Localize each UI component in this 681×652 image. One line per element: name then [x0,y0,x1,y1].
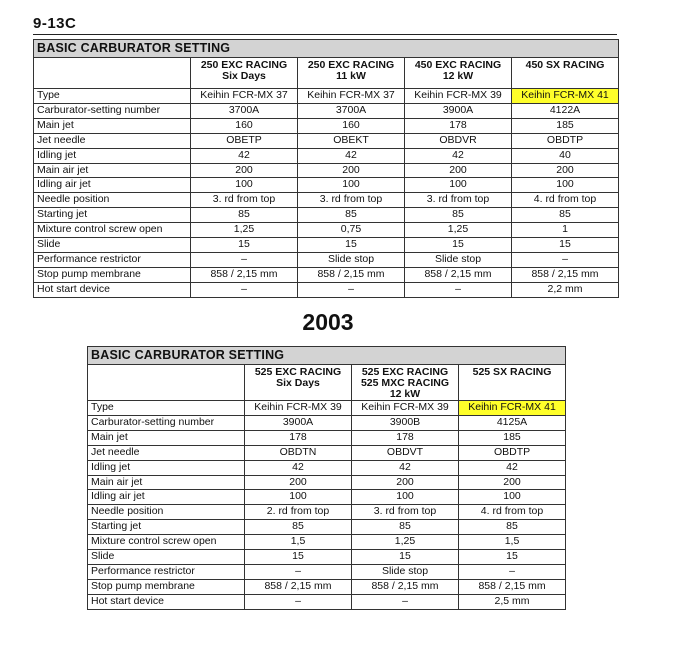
table-row [88,475,566,490]
page-number: 9-13C [33,15,77,32]
table-cell: Keihin FCR-MX 39 [352,401,459,416]
table-row [88,594,566,609]
column-header [459,365,566,401]
row-label: Main air jet [34,163,191,178]
table-cell: 42 [405,148,512,163]
column-header-line: 250 EXC RACING [307,59,395,71]
table-cell: 200 [352,475,459,490]
row-label: Stop pump membrane [88,579,245,594]
carburator-table-1 [33,39,619,298]
column-header-line: 525 EXC RACING [361,366,449,378]
table-cell: 3. rd from top [191,193,298,208]
row-label: Hot start device [88,594,245,609]
table-cell: 40 [512,148,619,163]
year-heading: 2003 [302,309,354,335]
table-row [88,564,566,579]
table-cell: 3. rd from top [352,505,459,520]
table-cell: 100 [352,490,459,505]
table-cell: 15 [405,238,512,253]
table-cell: 200 [405,163,512,178]
row-label: Slide [34,238,191,253]
table-row [34,208,619,223]
table-row [34,193,619,208]
empty-header-cell [88,365,245,401]
table-cell: 42 [352,460,459,475]
table-cell: 4122A [512,103,619,118]
table-cell: – [245,564,352,579]
table-cell: OBEKT [298,133,405,148]
column-header-line: 250 EXC RACING [200,59,288,71]
row-label: Carburator-setting number [34,103,191,118]
table-row [88,460,566,475]
table-row [34,163,619,178]
table-row [34,148,619,163]
table-cell: – [512,252,619,267]
table-cell: 160 [298,118,405,133]
row-label: Type [34,89,191,104]
table-row [34,282,619,297]
table-row [34,133,619,148]
column-header-line: 525 MXC RACING [360,377,450,389]
row-label: Idling air jet [88,490,245,505]
row-label: Idling jet [34,148,191,163]
table-cell: OBDTN [245,445,352,460]
table-cell: 1 [512,223,619,238]
table-cell: 3700A [191,103,298,118]
table-cell: Keihin FCR-MX 37 [191,89,298,104]
row-label: Stop pump membrane [34,267,191,282]
table-cell: 85 [191,208,298,223]
column-header [405,58,512,89]
table-cell: OBDTP [459,445,566,460]
table-cell: OBDVR [405,133,512,148]
table-cell: – [191,282,298,297]
table-cell: 1,25 [352,535,459,550]
table-row [88,445,566,460]
table-cell: 100 [191,178,298,193]
row-label: Performance restrictor [88,564,245,579]
table-cell: Keihin FCR-MX 41 [459,401,566,416]
table-row [34,238,619,253]
table-cell: 858 / 2,15 mm [298,267,405,282]
column-header-line: Six Days [276,377,320,389]
table-row [88,430,566,445]
table-cell: Keihin FCR-MX 39 [405,89,512,104]
carburator-table-2 [87,346,566,610]
row-label: Jet needle [34,133,191,148]
table-row [88,550,566,565]
row-label: Hot start device [34,282,191,297]
table-cell: 1,5 [245,535,352,550]
row-label: Mixture control screw open [88,535,245,550]
table-cell: 178 [352,430,459,445]
table-cell: 100 [298,178,405,193]
table-cell: 0,75 [298,223,405,238]
table-cell: 2,5 mm [459,594,566,609]
column-header [191,58,298,89]
column-header-line: Six Days [222,70,266,82]
table-cell: 200 [459,475,566,490]
table-row [34,252,619,267]
table-title: BASIC CARBURATOR SETTING [34,40,619,58]
table-cell: 85 [512,208,619,223]
table-cell: 200 [191,163,298,178]
table-row [34,89,619,104]
table-cell: 15 [298,238,405,253]
table-cell: 3. rd from top [298,193,405,208]
table-cell: 858 / 2,15 mm [191,267,298,282]
table-cell: OBDVT [352,445,459,460]
column-header-row [88,365,566,401]
column-header-line: 12 kW [442,70,474,82]
column-header-line: 11 kW [336,70,366,82]
table-cell: – [191,252,298,267]
table-cell: 85 [352,520,459,535]
table-row [88,535,566,550]
table-cell: 160 [191,118,298,133]
table-cell: 185 [459,430,566,445]
table-cell: – [245,594,352,609]
table-row [88,520,566,535]
header-divider [33,34,617,35]
table-cell: 85 [405,208,512,223]
table-cell: 858 / 2,15 mm [512,267,619,282]
table-cell: 1,5 [459,535,566,550]
table-cell: 1,25 [191,223,298,238]
table-cell: 15 [191,238,298,253]
column-header-line: 525 SX RACING [472,366,552,378]
table-cell: Slide stop [352,564,459,579]
row-label: Idling air jet [34,178,191,193]
row-label: Starting jet [34,208,191,223]
table-cell: 858 / 2,15 mm [352,579,459,594]
table-title: BASIC CARBURATOR SETTING [88,347,566,365]
table-cell: 100 [245,490,352,505]
table-cell: 1,25 [405,223,512,238]
column-header-line: 525 EXC RACING [254,366,342,378]
table-row [34,103,619,118]
table-cell: 200 [512,163,619,178]
table-row [88,490,566,505]
table-cell: 2. rd from top [245,505,352,520]
table-cell: Slide stop [405,252,512,267]
column-header [245,365,352,401]
table-cell: OBDTP [512,133,619,148]
table-cell: 858 / 2,15 mm [245,579,352,594]
row-label: Carburator-setting number [88,415,245,430]
title-row [34,40,619,58]
column-header [352,365,459,401]
table-row [88,415,566,430]
table-cell: 4. rd from top [459,505,566,520]
table-cell: 100 [512,178,619,193]
table-cell: 178 [405,118,512,133]
table-cell: 4. rd from top [512,193,619,208]
table-row [34,223,619,238]
table-cell: OBETP [191,133,298,148]
table-cell: 3900B [352,415,459,430]
table-cell: 100 [459,490,566,505]
table-cell: Keihin FCR-MX 39 [245,401,352,416]
table-cell: 42 [459,460,566,475]
table-cell: Slide stop [298,252,405,267]
table-cell: 42 [191,148,298,163]
table-cell: 858 / 2,15 mm [405,267,512,282]
row-label: Main jet [88,430,245,445]
table-cell: 185 [512,118,619,133]
table-cell: 42 [298,148,405,163]
table-cell: 3900A [405,103,512,118]
row-label: Needle position [34,193,191,208]
table-row [34,267,619,282]
column-header-line: 12 kW [389,388,421,400]
table-row [34,118,619,133]
table-cell: 200 [245,475,352,490]
row-label: Mixture control screw open [34,223,191,238]
table-row [88,505,566,520]
row-label: Main jet [34,118,191,133]
table-cell: 3900A [245,415,352,430]
title-row [88,347,566,365]
empty-header-cell [34,58,191,89]
table-cell: 42 [245,460,352,475]
column-header-row [34,58,619,89]
table-cell: 85 [245,520,352,535]
table-cell: – [352,594,459,609]
table-row [88,579,566,594]
row-label: Jet needle [88,445,245,460]
table-cell: 4125A [459,415,566,430]
table-cell: 3. rd from top [405,193,512,208]
table-cell: 200 [298,163,405,178]
table-cell: 85 [459,520,566,535]
table-cell: – [459,564,566,579]
table-row [34,178,619,193]
table-cell: 15 [245,550,352,565]
table-cell: 178 [245,430,352,445]
table-cell: 3700A [298,103,405,118]
table-cell: 100 [405,178,512,193]
row-label: Idling jet [88,460,245,475]
row-label: Performance restrictor [34,252,191,267]
column-header [512,58,619,89]
column-header-line: 450 EXC RACING [414,59,502,71]
row-label: Main air jet [88,475,245,490]
row-label: Type [88,401,245,416]
table-cell: 15 [512,238,619,253]
table-row [88,401,566,416]
table-cell: Keihin FCR-MX 41 [512,89,619,104]
table-cell: 15 [459,550,566,565]
column-header [298,58,405,89]
row-label: Needle position [88,505,245,520]
table-cell: – [298,282,405,297]
table-cell: 15 [352,550,459,565]
table-cell: 2,2 mm [512,282,619,297]
row-label: Starting jet [88,520,245,535]
table-cell: 858 / 2,15 mm [459,579,566,594]
table-cell: – [405,282,512,297]
row-label: Slide [88,550,245,565]
column-header-line: 450 SX RACING [525,59,605,71]
table-cell: 85 [298,208,405,223]
table-cell: Keihin FCR-MX 37 [298,89,405,104]
